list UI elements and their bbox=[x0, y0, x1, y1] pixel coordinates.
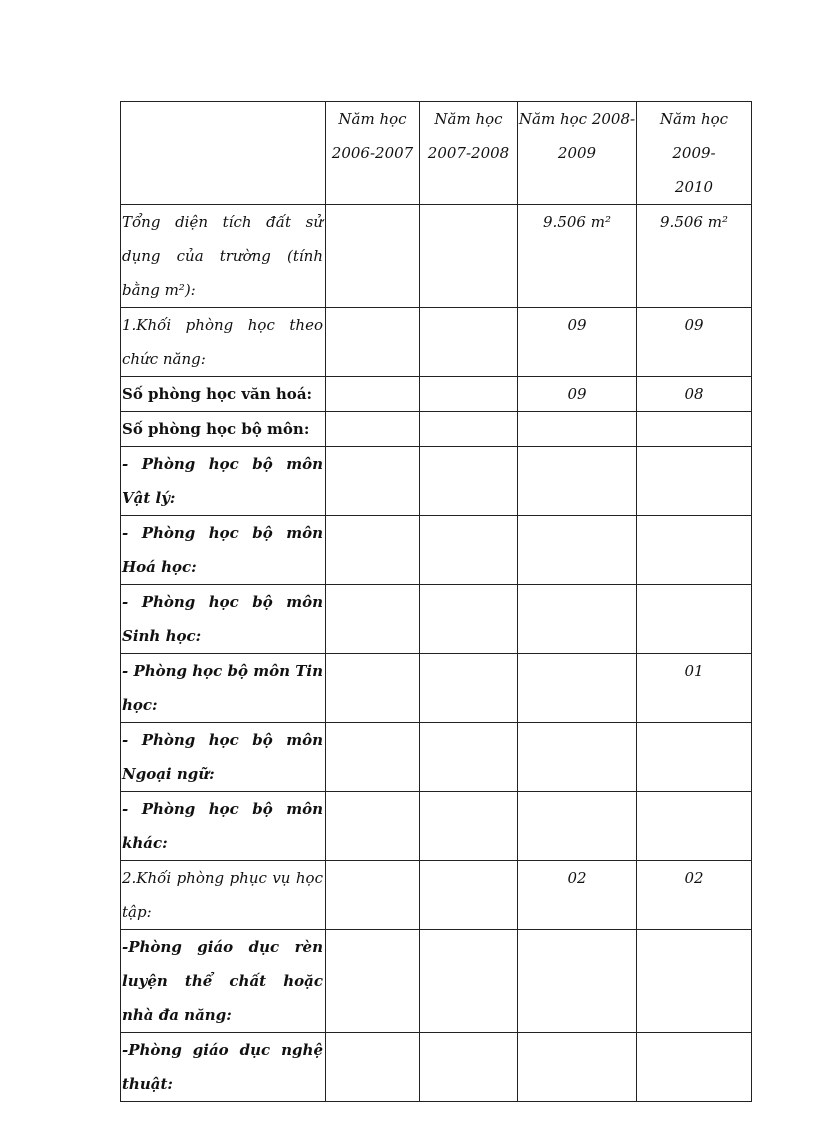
row-label: Tổng diện tích đất sử dụng của trường (tính bằng m²): bbox=[121, 205, 326, 308]
value-cell bbox=[326, 412, 420, 447]
row-label: - Phòng học bộ môn Sinh học: bbox=[121, 585, 326, 654]
value-cell bbox=[420, 205, 518, 308]
value-cell bbox=[637, 447, 752, 516]
value-cell bbox=[326, 205, 420, 308]
value-cell bbox=[518, 585, 637, 654]
value-cell bbox=[326, 1033, 420, 1102]
value-cell bbox=[518, 930, 637, 1033]
value-cell bbox=[637, 1033, 752, 1102]
header-row bbox=[121, 102, 752, 205]
value-cell: 02 bbox=[518, 861, 637, 930]
value-cell bbox=[420, 861, 518, 930]
row-label: 1.Khối phòng học theo chức năng: bbox=[121, 308, 326, 377]
header-cell-2009-2010 bbox=[637, 102, 752, 205]
value-cell bbox=[326, 447, 420, 516]
header-line: Năm học 2009- bbox=[659, 110, 729, 162]
value-cell bbox=[420, 377, 518, 412]
row-label: - Phòng học bộ môn Hoá học: bbox=[121, 516, 326, 585]
header-cell-empty bbox=[121, 102, 326, 205]
value-cell: 9.506 m² bbox=[518, 205, 637, 308]
row-label: Số phòng học bộ môn: bbox=[121, 412, 326, 447]
table-row bbox=[121, 447, 752, 516]
row-label: -Phòng giáo dục rèn luyện thể chất hoặc nhà đa năng: bbox=[121, 930, 326, 1033]
value-cell bbox=[420, 654, 518, 723]
value-cell bbox=[326, 308, 420, 377]
row-label: -Phòng giáo dục nghệ thuật: bbox=[121, 1033, 326, 1102]
table-row bbox=[121, 861, 752, 930]
header-line: Năm học 2008- bbox=[518, 110, 636, 128]
value-cell bbox=[420, 308, 518, 377]
value-cell bbox=[420, 412, 518, 447]
value-cell bbox=[326, 930, 420, 1033]
table-row bbox=[121, 585, 752, 654]
value-cell bbox=[637, 792, 752, 861]
value-cell bbox=[326, 792, 420, 861]
table-row bbox=[121, 723, 752, 792]
facilities-table bbox=[120, 101, 752, 1102]
value-cell bbox=[637, 412, 752, 447]
value-cell bbox=[420, 1033, 518, 1102]
header-cell-2006-2007 bbox=[326, 102, 420, 205]
table-row bbox=[121, 930, 752, 1033]
value-cell bbox=[518, 654, 637, 723]
table-row bbox=[121, 516, 752, 585]
header-cell-2008-2009 bbox=[518, 102, 637, 205]
header-line: 2006-2007 bbox=[331, 144, 414, 162]
value-cell: 02 bbox=[637, 861, 752, 930]
value-cell bbox=[420, 930, 518, 1033]
value-cell bbox=[420, 723, 518, 792]
row-label: - Phòng học bộ môn Tin học: bbox=[121, 654, 326, 723]
value-cell: 09 bbox=[637, 308, 752, 377]
table-row bbox=[121, 654, 752, 723]
value-cell bbox=[420, 516, 518, 585]
header-cell-2007-2008 bbox=[420, 102, 518, 205]
value-cell bbox=[637, 930, 752, 1033]
table-body bbox=[121, 102, 752, 1102]
value-cell: 01 bbox=[637, 654, 752, 723]
value-cell bbox=[637, 516, 752, 585]
value-cell bbox=[518, 516, 637, 585]
value-cell: 08 bbox=[637, 377, 752, 412]
value-cell bbox=[518, 447, 637, 516]
value-cell bbox=[518, 792, 637, 861]
header-line: Năm học bbox=[434, 110, 503, 128]
value-cell bbox=[326, 585, 420, 654]
row-label: - Phòng học bộ môn khác: bbox=[121, 792, 326, 861]
value-cell bbox=[326, 654, 420, 723]
value-cell bbox=[326, 861, 420, 930]
row-label: Số phòng học văn hoá: bbox=[121, 377, 326, 412]
value-cell bbox=[326, 723, 420, 792]
header-line: 2009 bbox=[557, 144, 597, 162]
value-cell bbox=[420, 792, 518, 861]
value-cell bbox=[420, 585, 518, 654]
row-label: - Phòng học bộ môn Vật lý: bbox=[121, 447, 326, 516]
header-line: Năm học bbox=[338, 110, 407, 128]
value-cell bbox=[326, 516, 420, 585]
table-row bbox=[121, 412, 752, 447]
value-cell: 09 bbox=[518, 308, 637, 377]
value-cell bbox=[637, 585, 752, 654]
header-line: 2010 bbox=[674, 178, 714, 196]
table-row bbox=[121, 377, 752, 412]
value-cell bbox=[518, 412, 637, 447]
table-row bbox=[121, 1033, 752, 1102]
value-cell bbox=[518, 723, 637, 792]
value-cell: 9.506 m² bbox=[637, 205, 752, 308]
row-label: 2.Khối phòng phục vụ học tập: bbox=[121, 861, 326, 930]
table-row bbox=[121, 205, 752, 308]
value-cell bbox=[420, 447, 518, 516]
value-cell: 09 bbox=[518, 377, 637, 412]
table-row bbox=[121, 308, 752, 377]
row-label: - Phòng học bộ môn Ngoại ngữ: bbox=[121, 723, 326, 792]
value-cell bbox=[518, 1033, 637, 1102]
header-line: 2007-2008 bbox=[427, 144, 510, 162]
table-row bbox=[121, 792, 752, 861]
value-cell bbox=[637, 723, 752, 792]
value-cell bbox=[326, 377, 420, 412]
